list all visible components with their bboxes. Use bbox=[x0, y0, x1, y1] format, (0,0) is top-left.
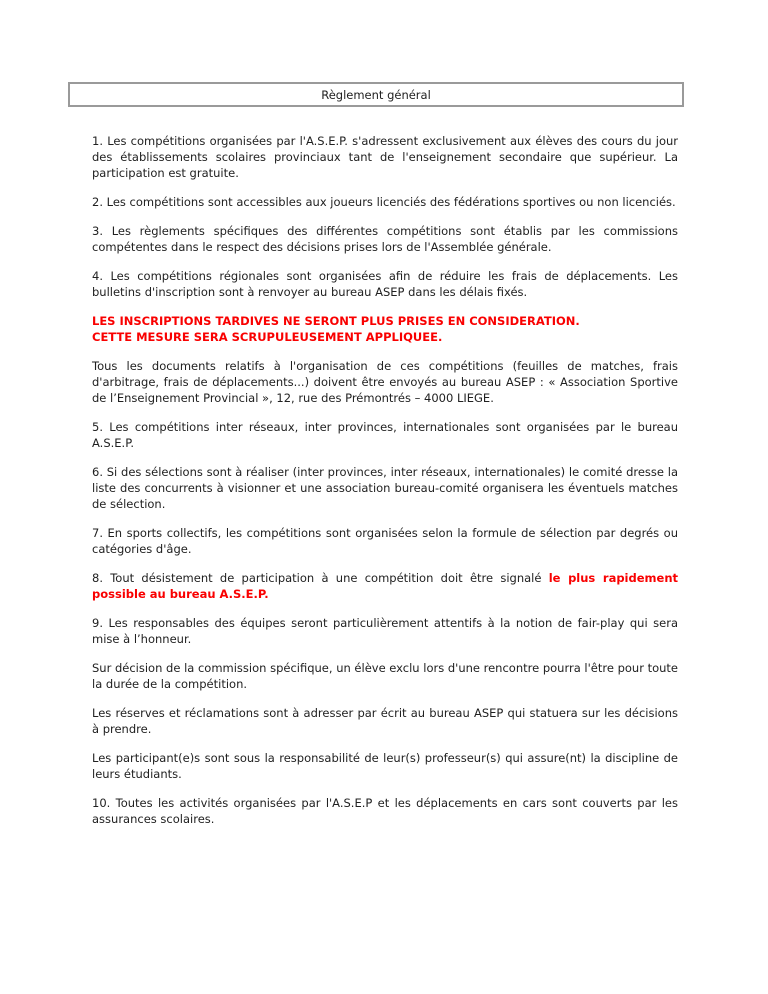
late-registration-notice-line-1: LES INSCRIPTIONS TARDIVES NE SERONT PLUS PRISES EN CONSIDERATION. bbox=[92, 314, 580, 328]
paragraph-participants: Les participant(e)s sont sous la responsabilité de leur(s) professeur(s) qui assure(nt) la discipline de leurs étudiants. bbox=[92, 751, 678, 781]
paragraph-6: 6. Si des sélections sont à réaliser (inter provinces, inter réseaux, internationales) le comité dresse la liste des concurrents à visionner et une association bureau-comité organisera les éventuels matches de sélection. bbox=[92, 465, 678, 511]
paragraph-8-red-text: le plus rapidement possible au bureau A.S.E.P. bbox=[92, 571, 679, 601]
late-registration-notice-line-2: CETTE MESURE SERA SCRUPULEUSEMENT APPLIQUEE. bbox=[92, 330, 443, 344]
paragraph-7: 7. En sports collectifs, les compétitions sont organisées selon la formule de sélection par degrés ou catégories d'âge. bbox=[92, 526, 678, 556]
paragraph-9: 9. Les responsables des équipes seront particulièrement attentifs à la notion de fair-play qui sera mise à l’honneur. bbox=[92, 616, 678, 646]
paragraph-8 bbox=[92, 570, 678, 602]
paragraph-documents: Tous les documents relatifs à l'organisation de ces compétitions (feuilles de matches, frais d'arbitrage, frais de déplacements...) doivent être envoyés au bureau ASEP : « Association Sportive de l’Enseignement Provincial », 12, rue des Prémontrés – 4000 LIEGE. bbox=[92, 359, 678, 405]
title-box bbox=[68, 82, 684, 107]
paragraph-reserves: Les réserves et réclamations sont à adresser par écrit au bureau ASEP qui statuera sur les décisions à prendre. bbox=[92, 706, 678, 736]
paragraph-exclusion: Sur décision de la commission spécifique, un élève exclu lors d'une rencontre pourra l'être pour toute la durée de la compétition. bbox=[92, 661, 678, 691]
paragraph-5: 5. Les compétitions inter réseaux, inter provinces, internationales sont organisées par le bureau A.S.E.P. bbox=[92, 420, 678, 450]
document-content bbox=[92, 133, 678, 827]
paragraph-4: 4. Les compétitions régionales sont organisées afin de réduire les frais de déplacements. Les bulletins d'inscription sont à renvoyer au bureau ASEP dans les délais fixés. bbox=[92, 269, 678, 299]
paragraph-1: 1. Les compétitions organisées par l'A.S.E.P. s'adressent exclusivement aux élèves des cours du jour des établissements scolaires provinciaux tant de l'enseignement secondaire que supérieur. La participation est gratuite. bbox=[92, 134, 678, 180]
paragraph-8-normal-text: 8. Tout désistement de participation à une compétition doit être signalé bbox=[92, 571, 549, 585]
late-registration-notice bbox=[92, 313, 678, 345]
paragraph-2: 2. Les compétitions sont accessibles aux joueurs licenciés des fédérations sportives ou non licenciés. bbox=[92, 195, 676, 209]
document-title: Règlement général bbox=[321, 87, 431, 102]
paragraph-3: 3. Les règlements spécifiques des différentes compétitions sont établis par les commissions compétentes dans le respect des décisions prises lors de l'Assemblée générale. bbox=[92, 224, 678, 254]
paragraph-10: 10. Toutes les activités organisées par l'A.S.E.P et les déplacements en cars sont couverts par les assurances scolaires. bbox=[92, 796, 678, 826]
